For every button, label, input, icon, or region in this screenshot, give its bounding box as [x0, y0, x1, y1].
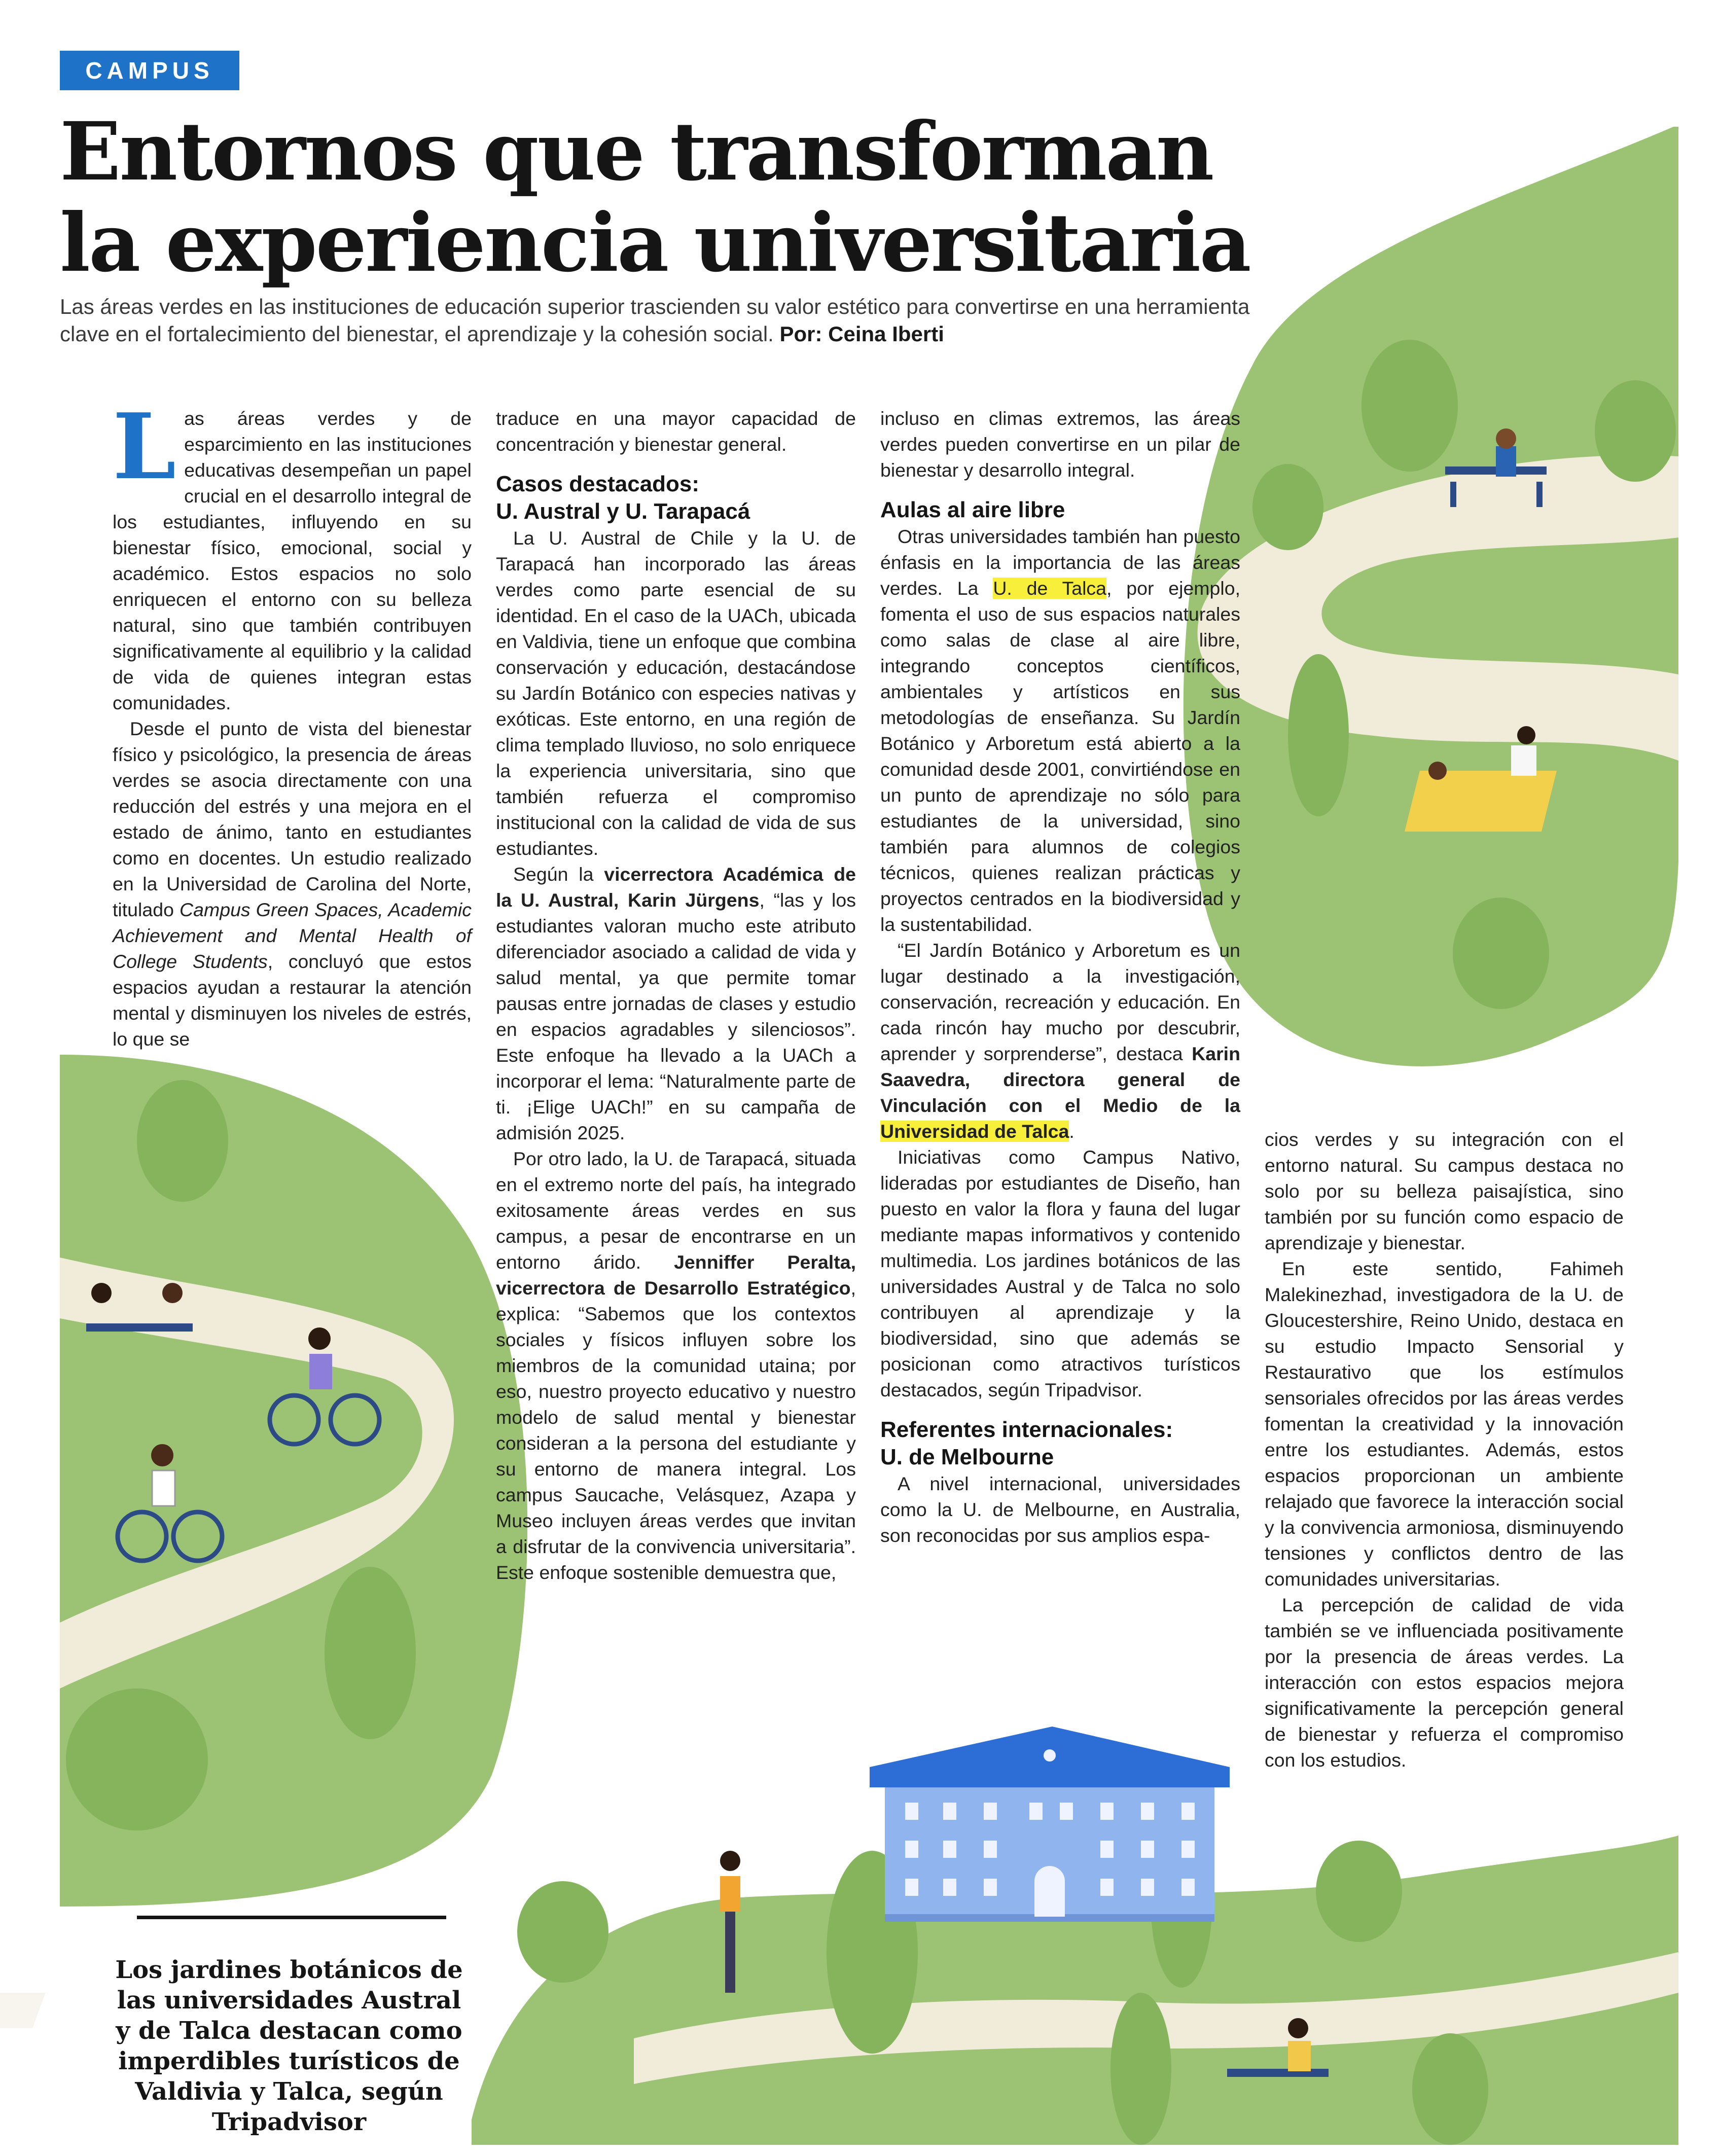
article-column-1	[113, 393, 472, 1052]
column-2-paragraph-3: Por otro lado, la U. de Tarapacá, situada en el extremo norte del país, ha integrado exitosamente áreas verdes en sus campus, a pesar de encontrarse en un entorno árido. Jenniffer Peralta, vicerrectora de Desarrollo Estratégico, explica: “Sabemos que los contextos sociales y físicos influyen sobre los miembros de la comunidad utaina; por eso, nuestro proyecto educativo y nuestro modelo de salud mental y bienestar consideran a la persona del estudiante y su entorno de manera integral. Los campus Saucache, Velásquez, Azapa y Museo incluyen áreas verdes que invitan a disfrutar de la convivencia universitaria”. Este enfoque sostenible demuestra que,	[496, 1148, 856, 1583]
column-1-paragraph-1: Las áreas verdes y de esparcimiento en las instituciones educativas desempeñan un papel crucial en el desarrollo integral de los estudiantes, influyendo en su bienestar físico, emocional, social y académico. Estos espacios no solo enriquecen el entorno con su belleza natural, sino que también contribuyen significativamente al equilibrio y la calidad de vida de quienes integran estas comunidades.	[113, 393, 472, 713]
article-column-2	[496, 406, 856, 1586]
subhead-referentes-internacionales: Referentes internacionales: U. de Melbourne	[880, 1417, 1173, 1469]
dek	[60, 293, 1287, 348]
caption-rule	[137, 1916, 446, 1919]
headline-line-2: la experiencia universitaria	[60, 196, 1250, 290]
column-4-paragraph-0: cios verdes y su integración con el entorno natural. Su campus destaca no solo por su belleza paisajística, sino también por su función como espacio de aprendizaje y bienestar.	[1265, 1129, 1624, 1253]
study-title: Campus Green Spaces, Academic Achievement and Mental Health of College Students	[113, 899, 472, 972]
drop-cap: L	[113, 393, 176, 499]
article-column-3	[880, 406, 1240, 1549]
column-3-paragraph-1: Otras universidades también han puesto énfasis en la importancia de las áreas verdes. La U. de Talca, por ejemplo, fomenta el uso de sus espacios naturales como salas de clase al aire libre, integrando conceptos científicos, ambientales y artísticos en sus metodologías de enseñanza. Su Jardín Botánico y Arboretum está abierto a la comunidad desde 2001, convirtiéndose en un punto de aprendizaje no sólo para estudiantes de la universidad, sino también para alumnos de colegios técnicos, quienes realizan prácticas y proyectos centrados en la biodiversidad y la sustentabilidad.	[880, 526, 1240, 935]
column-2-paragraph-2: Según la vicerrectora Académica de la U. Austral, Karin Jürgens, “las y los estudiantes valoran mucho este atributo diferenciador asociado a calidad de vida y salud mental, ya que permite tomar pausas entre jornadas de clases y estudio en espacios agradables y silenciosos”. Este enfoque ha llevado a la UACh a incorporar el lema: “Naturalmente parte de ti. ¡Elige UACh!” en su campaña de admisión 2025.	[496, 864, 856, 1143]
byline: Por: Ceina Iberti	[779, 322, 944, 346]
article-column-4	[1265, 1127, 1624, 1773]
column-3-paragraph-3: Iniciativas como Campus Nativo, lideradas por estudiantes de Diseño, han puesto en valor la flora y fauna del lugar mediante mapas informativos y contenido multimedia. Los jardines botánicos de las universidades Austral y de Talca no solo contribuyen al aprendizaje y la biodiversidad, sino que además se posicionan como atractivos turísticos destacados, según Tripadvisor.	[880, 1146, 1240, 1400]
column-4-paragraph-1: En este sentido, Fahimeh Malekinezhad, investigadora de la U. de Gloucestershire, Reino Unido, destaca en su estudio Impacto Sensorial y Restaurativo que los estímulos sensoriales ofrecidos por las áreas verdes fomentan la creatividad y la innovación entre los estudiantes. Además, estos espacios proporcionan un ambiente relajado que favorece la interacción social y la convivencia armoniosa, disminuyendo tensiones y conflictos dentro de las comunidades universitarias.	[1265, 1258, 1624, 1590]
column-2-paragraph-0: traduce en una mayor capacidad de concentración y bienestar general.	[496, 408, 856, 455]
left-park-landscape	[60, 1055, 527, 1907]
headline	[60, 106, 1277, 289]
column-3-paragraph-2: “El Jardín Botánico y Arboretum es un lugar destinado a la investigación, conservación, recreación y educación. En cada rincón hay mucho por descubrir, aprender y sorprenderse”, destaca Karin Saavedra, directora general de Vinculación con el Medio de la Universidad de Talca.	[880, 940, 1240, 1142]
subhead-aulas-aire-libre: Aulas al aire libre	[880, 497, 1065, 522]
subhead-casos-destacados: Casos destacados: U. Austral y U. Tarapacá	[496, 472, 750, 524]
highlight-u-de-talca: U. de Talca	[993, 578, 1107, 599]
headline-line-1: Entornos que transforman	[60, 105, 1213, 199]
column-3-paragraph-0: incluso en climas extremos, las áreas verdes pueden convertirse en un pilar de bienestar y desarrollo integral.	[880, 408, 1240, 481]
dek-text: Las áreas verdes en las instituciones de educación superior trascienden su valor estético para convertirse en una herramienta clave en el fortalecimiento del bienestar, el aprendizaje y la cohesión social.	[60, 295, 1250, 346]
photo-caption: Los jardines botánicos de las universidades Austral y de Talca destacan como imperdibles turísticos de Valdivia y Talca, según Tripadvisor	[115, 1956, 463, 2136]
section-tag: CAMPUS	[60, 51, 239, 90]
column-2-paragraph-1: La U. Austral de Chile y la U. de Tarapacá han incorporado las áreas verdes como parte esencial de su identidad. En el caso de la UACh, ubicada en Valdivia, tiene un enfoque que combina conservación y educación, destacándose su Jardín Botánico con especies nativas y exóticas. Este entorno, en una región de clima templado lluvioso, no solo enriquece la experiencia universitaria, sino que también refuerza el compromiso institucional con la calidad de vida de sus estudiantes.	[496, 527, 856, 859]
column-1-paragraph-2: Desde el punto de vista del bienestar físico y psicológico, la presencia de áreas verdes se asocia directamente con una reducción del estrés y una mejora en el estado de ánimo, tanto en estudiantes como en docentes. Un estudio realizado en la Universidad de Carolina del Norte, titulado Campus Green Spaces, Academic Achievement and Mental Health of College Students, concluyó que estos espacios ayudan a restaurar la atención mental y disminuyen los niveles de estrés, lo que se	[113, 718, 472, 1050]
highlight-universidad-de-talca: Universidad de Talca	[880, 1121, 1069, 1142]
column-3-paragraph-4: A nivel internacional, universidades como la U. de Melbourne, en Australia, son reconocidas por sus amplios espa-	[880, 1473, 1240, 1546]
column-4-paragraph-2: La percepción de calidad de vida también se ve influenciada positivamente por la presencia de áreas verdes. La interacción con estos espacios mejora significativamente la percepción general de bienestar y refuerza el compromiso con los estudios.	[1265, 1594, 1624, 1771]
university-building	[870, 1727, 1230, 1922]
